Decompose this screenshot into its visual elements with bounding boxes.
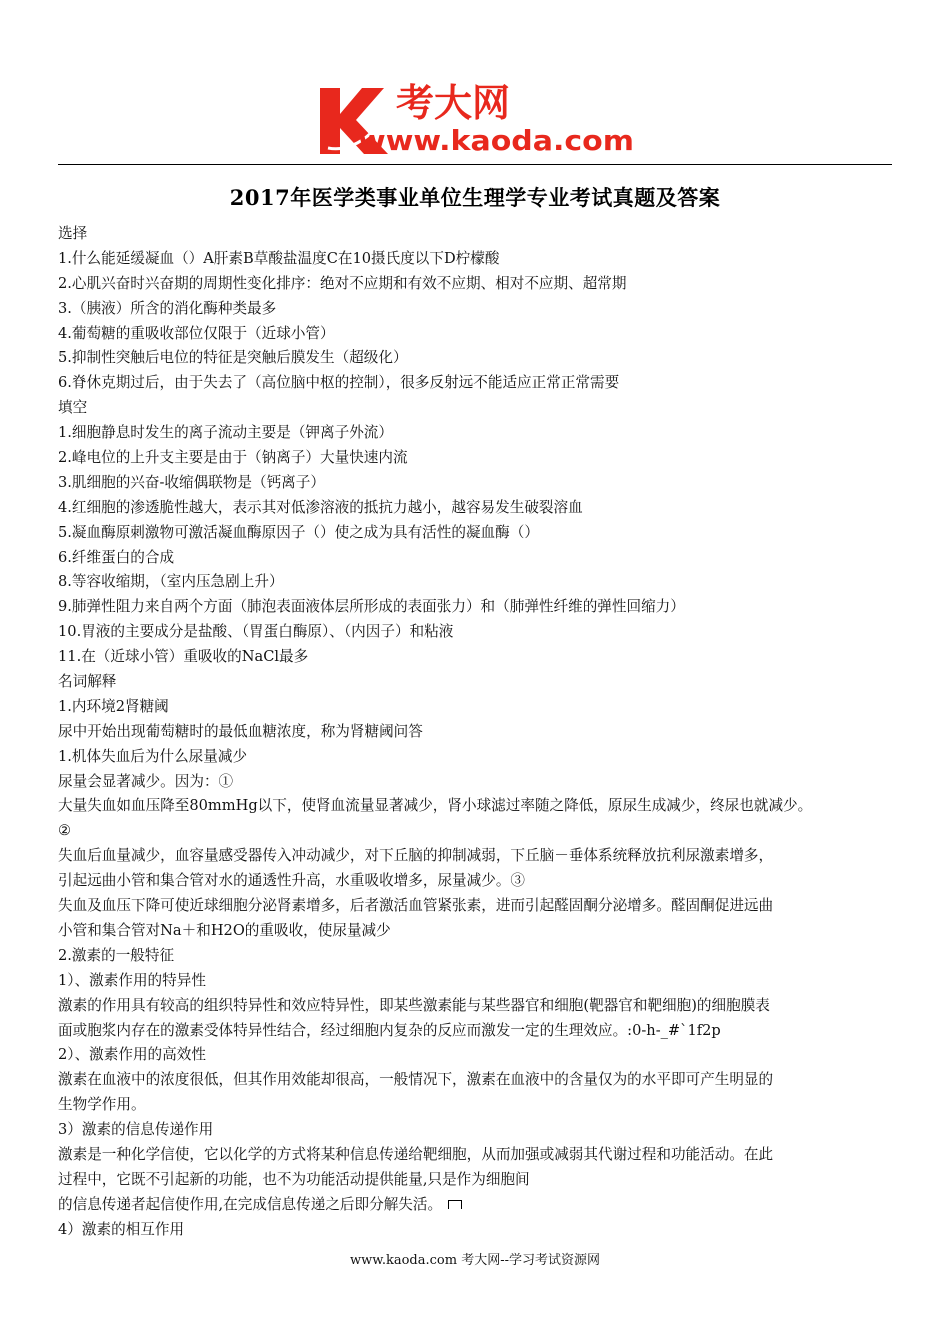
text-line: 1.内环境2肾糖阈: [58, 697, 169, 715]
text-line: 2.峰电位的上升支主要是由于（钠离子）大量快速内流: [58, 449, 408, 467]
text-line: 的信息传递者起信使作用,在完成信息传递之后即分解失活。: [58, 1195, 443, 1213]
bracket-mark-icon: [448, 1200, 462, 1209]
text-line: 尿量会显著减少。因为：①: [58, 772, 234, 790]
text-line: 6.脊休克期过后，由于失去了（高位脑中枢的控制），很多反射远不能适应正常正常需要: [58, 374, 620, 392]
text-line: 大量失血如血压降至80mmHg以下，使肾血流量显著减少，肾小球滤过率随之降低，原尿生成减少，终尿也就减少。: [58, 797, 813, 815]
text-line: 填空: [58, 399, 88, 417]
text-line: 1.细胞静息时发生的离子流动主要是（钾离子外流）: [58, 424, 393, 442]
text-line: ②: [58, 822, 72, 840]
text-line: 激素在血液中的浓度很低，但其作用效能却很高，一般情况下，激素在血液中的含量仅为的水平即可产生明显的: [58, 1071, 774, 1089]
page-footer[interactable]: www.kaoda.com 考大网--学习考试资源网: [350, 1253, 600, 1268]
text-line: 激素的作用具有较高的组织特异性和效应特异性，即某些激素能与某些器官和细胞(靶器官和靶细胞)的细胞膜表: [58, 996, 770, 1014]
text-line: 小管和集合管对Na＋和H2O的重吸收，使尿量减少: [58, 921, 391, 939]
text-line: 激素是一种化学信使，它以化学的方式将某种信息传递给靶细胞，从而加强或减弱其代谢过程和功能活动。在此: [58, 1145, 774, 1163]
text-line: 1）、激素作用的特异性: [58, 971, 206, 989]
text-line: 4.红细胞的渗透脆性越大，表示其对低渗溶液的抵抗力越小，越容易发生破裂溶血: [58, 498, 583, 516]
logo-brand-text: 考大网: [396, 81, 511, 125]
text-line: 8.等容收缩期，（室内压急剧上升）: [58, 573, 284, 591]
text-line: 面或胞浆内存在的激素受体特异性结合，经过细胞内复杂的反应而激发一定的生理效应。:0-h-_#`1f2p: [58, 1021, 721, 1039]
text-line: 11.在（近球小管）重吸收的NaCl最多: [58, 648, 309, 666]
text-line: 尿中开始出现葡萄糖时的最低血糖浓度，称为肾糖阈问答: [58, 722, 423, 740]
text-line: 5.抑制性突触后电位的特征是突触后膜发生（超级化）: [58, 349, 408, 367]
text-line: 5.凝血酶原刺激物可激活凝血酶原因子（）使之成为具有活性的凝血酶（）: [58, 523, 539, 541]
text-line: 生物学作用。: [58, 1096, 146, 1114]
text-line: 选择: [58, 225, 88, 242]
site-logo[interactable]: [318, 80, 648, 160]
text-line: 9.肺弹性阻力来自两个方面（肺泡表面液体层所形成的表面张力）和（肺弹性纤维的弹性回缩力）: [58, 598, 685, 616]
text-line: 2）、激素作用的高效性: [58, 1046, 206, 1064]
text-line: 10.胃液的主要成分是盐酸、（胃蛋白酶原）、（内因子）和粘液: [58, 623, 454, 641]
text-line: 3.（胰液）所含的消化酶种类最多: [58, 299, 277, 317]
header-divider: [58, 164, 892, 165]
text-line: 2.激素的一般特征: [58, 946, 175, 964]
text-line: 过程中，它既不引起新的功能，也不为功能活动提供能量,只是作为细胞间: [58, 1170, 530, 1188]
text-line: 4.葡萄糖的重吸收部位仅限于（近球小管）: [58, 324, 335, 342]
text-line: 3.肌细胞的兴奋-收缩偶联物是（钙离子）: [58, 473, 325, 491]
text-line-with-mark: [58, 1193, 898, 1218]
document-title: 2017年医学类事业单位生理学专业考试真题及答案: [229, 185, 721, 210]
text-line: 3）激素的信息传递作用: [58, 1121, 214, 1139]
text-line: 2.心肌兴奋时兴奋期的周期性变化排序：绝对不应期和有效不应期、相对不应期、超常期: [58, 274, 627, 292]
text-line: 失血及血压下降可使近球细胞分泌肾素增多，后者激活血管紧张素，进而引起醛固酮分泌增多。醛固酮促进远曲: [58, 897, 774, 915]
text-line: 引起远曲小管和集合管对水的通透性升高，水重吸收增多，尿量减少。③: [58, 872, 526, 890]
logo-url-text: www.kaoda.com: [358, 124, 634, 157]
text-line: 失血后血量减少，血容量感受器传入冲动减少，对下丘脑的抑制减弱，下丘脑－垂体系统释放抗利尿激素增多，: [58, 847, 774, 865]
document-body: [58, 222, 898, 1243]
text-line: 6.纤维蛋白的合成: [58, 548, 175, 566]
text-line: 4）激素的相互作用: [58, 1220, 185, 1238]
text-line: 1.什么能延缓凝血（）A肝素B草酸盐温度C在10摄氏度以下D柠檬酸: [58, 249, 500, 267]
text-line: 1.机体失血后为什么尿量减少: [58, 747, 248, 765]
text-line: 名词解释: [58, 673, 117, 691]
